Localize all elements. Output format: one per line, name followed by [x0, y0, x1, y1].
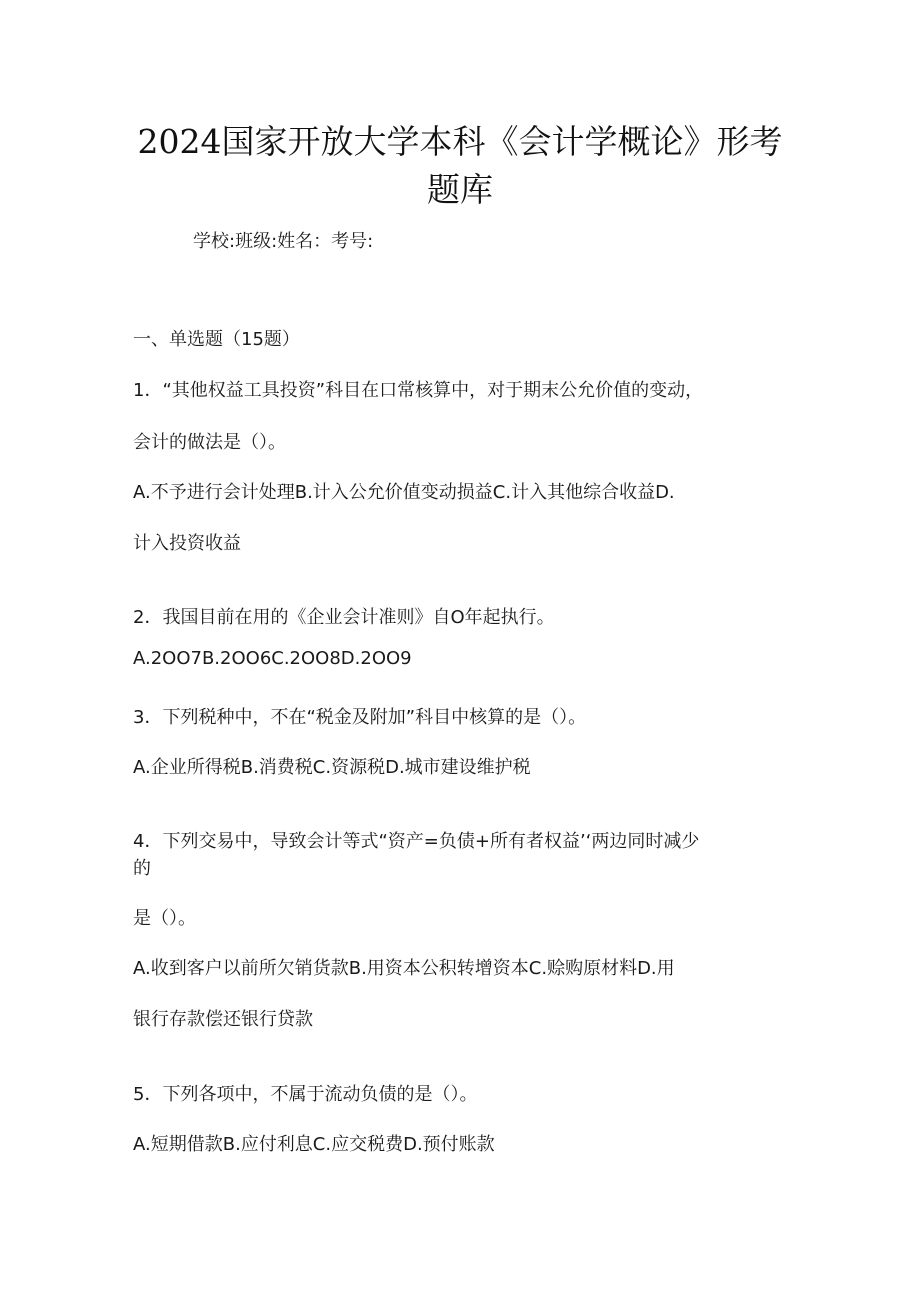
student-info-line: 学校:班级:姓名：考号: — [193, 231, 374, 252]
question-stem-line: 4．下列交易中，导致会计等式“资产=负债+所有者权益’‘两边同时减少 — [133, 831, 700, 852]
question-options-line: A.2OO7B.2OO6C.2OO8D.2OO9 — [133, 648, 412, 669]
section-heading: 一、单选题（15题） — [133, 329, 300, 350]
question-options-line: A.不予进行会计处理B.计入公允价值变动损益C.计入其他综合收益D. — [133, 482, 675, 503]
question-stem-line: 2．我国目前在用的《企业会计准则》自O年起执行。 — [133, 607, 555, 628]
question-stem-line: 是（）。 — [133, 908, 196, 929]
question-stem-line: 5．下列各项中，不属于流动负债的是（）。 — [133, 1084, 478, 1105]
page-title: 2024国家开放大学本科《会计学概论》形考 — [137, 122, 783, 161]
question-options-line: 银行存款偿还银行贷款 — [133, 1009, 313, 1030]
question-options-line: 计入投资收益 — [133, 533, 241, 554]
page-title-continued: 题库 — [427, 170, 493, 209]
question-options-line: A.短期借款B.应付利息C.应交税费D.预付账款 — [133, 1134, 495, 1155]
question-stem-line: 1．“其他权益工具投资”科目在口常核算中，对于期末公允价值的变动， — [133, 380, 704, 401]
question-stem-line: 的 — [133, 858, 151, 879]
question-stem-line: 会计的做法是（）。 — [133, 432, 286, 453]
question-options-line: A.企业所得税B.消费税C.资源税D.城市建设维护税 — [133, 757, 531, 778]
question-options-line: A.收到客户以前所欠销货款B.用资本公积转增资本C.赊购原材料D.用 — [133, 958, 675, 979]
question-stem-line: 3．下列税种中，不在“税金及附加”科目中核算的是（）。 — [133, 707, 587, 728]
